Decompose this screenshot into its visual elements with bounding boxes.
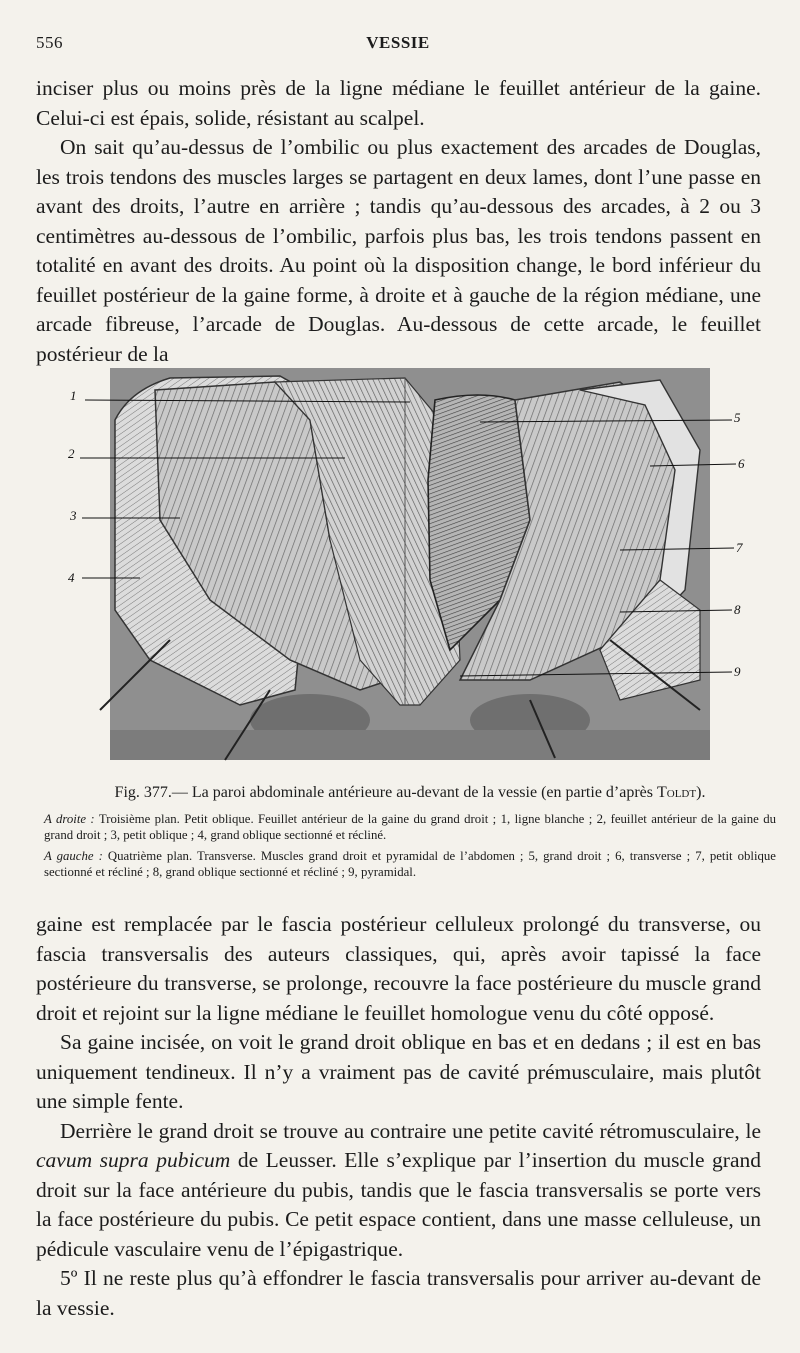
top-text-block — [36, 74, 761, 369]
figure-caption — [44, 783, 776, 885]
caption-end: ). — [696, 784, 706, 801]
paragraph — [36, 1117, 761, 1265]
paragraph-text: de Leusser. Elle s’explique par l’insertion du muscle grand droit sur la face antérieure du pubis, tandis que le fascia transversalis se porte vers la face postérieure du pubis. Ce petit espace contient, dans une masse celluleuse, un pédicule vasculaire venu de l’épigastrique. — [36, 1148, 762, 1261]
running-title: VESSIE — [366, 33, 430, 52]
caption-title — [44, 783, 776, 802]
paragraph: gaine est remplacée par le fascia postérieur celluleux prolongé du transverse, ou fascia transversalis des auteurs classiques, qui, après avoir tapissé la face postérieure du transverse, se prolonge, recouvre la face postérieure du muscle grand droit et rejoint sur la ligne médiane le feuillet homologue venu du côté opposé. — [36, 912, 761, 1025]
page-number: 556 — [36, 33, 63, 52]
figure-label: 3 — [70, 508, 77, 523]
figure-label: 5 — [734, 410, 741, 425]
anatomical-figure — [60, 360, 760, 764]
figure-label: 4 — [68, 570, 75, 585]
paragraph: On sait qu’au-dessus de l’ombilic ou plus exactement des arcades de Douglas, les trois tendons des muscles larges se partagent en deux lames, dont l’une passe en avant des droits, l’autre en arrière ; tandis qu’au-dessous des arcades, à 2 ou 3 centimètres au-dessous de l’ombilic, parfois plus bas, les trois tendons passent en totalité en avant des droits. Au point où la disposition change, le bord inférieur du feuillet postérieur de la gaine forme, à droite et à gauche de la région médiane, une arcade fibreuse, l’arcade de Douglas. Au-dessous de cette arcade, le feuillet postérieur de la — [36, 135, 761, 366]
abdominal-wall-engraving — [60, 360, 760, 764]
caption-author: Toldt — [657, 784, 697, 801]
figure-label: 7 — [736, 540, 743, 555]
paragraph: 5º Il ne reste plus qu’à effondrer le fascia transversalis pour arriver au-devant de la vessie. — [36, 1266, 761, 1320]
paragraph: inciser plus ou moins près de la ligne médiane le feuillet antérieur de la gaine. Celui-ci est épais, solide, résistant au scalpel. — [36, 76, 761, 130]
caption-text: Fig. 377.— La paroi abdominale antérieure au-devant de la vessie (en partie d’après — [114, 784, 657, 801]
figure-label: 2 — [68, 446, 75, 461]
paragraph: Sa gaine incisée, on voit le grand droit oblique en bas et en dedans ; il est en bas uniquement tendineux. Il n’y a vraiment pas de cavité prémusculaire, mais plutôt une simple fente. — [36, 1030, 761, 1113]
bottom-text-block — [36, 910, 761, 1323]
legend-lead: A droite : — [44, 812, 95, 826]
legend-text: Troisième plan. Petit oblique. Feuillet antérieur de la gaine du grand droit ; 1, ligne blanche ; 2, feuillet antérieur de la gaine du grand droit ; 3, petit oblique ; 4, grand oblique sectionné et récliné. — [44, 812, 776, 842]
figure-label: 9 — [734, 664, 741, 679]
figure-label: 1 — [70, 388, 77, 403]
legend-right — [44, 811, 776, 843]
legend-lead: A gauche : — [44, 849, 103, 863]
legend-left — [44, 848, 776, 880]
latin-term: cavum supra pubicum — [36, 1148, 231, 1172]
running-head — [36, 33, 760, 55]
paragraph-text: Derrière le grand droit se trouve au contraire une petite cavité rétromusculaire, le — [60, 1118, 761, 1143]
legend-text: Quatrième plan. Transverse. Muscles grand droit et pyramidal de l’abdomen ; 5, grand droit ; 6, transverse ; 7, petit oblique sectionné et récliné ; 8, grand oblique sectionné et récliné ; 9, pyramidal. — [44, 849, 776, 879]
figure-label: 8 — [734, 602, 741, 617]
figure-label: 6 — [738, 456, 745, 471]
